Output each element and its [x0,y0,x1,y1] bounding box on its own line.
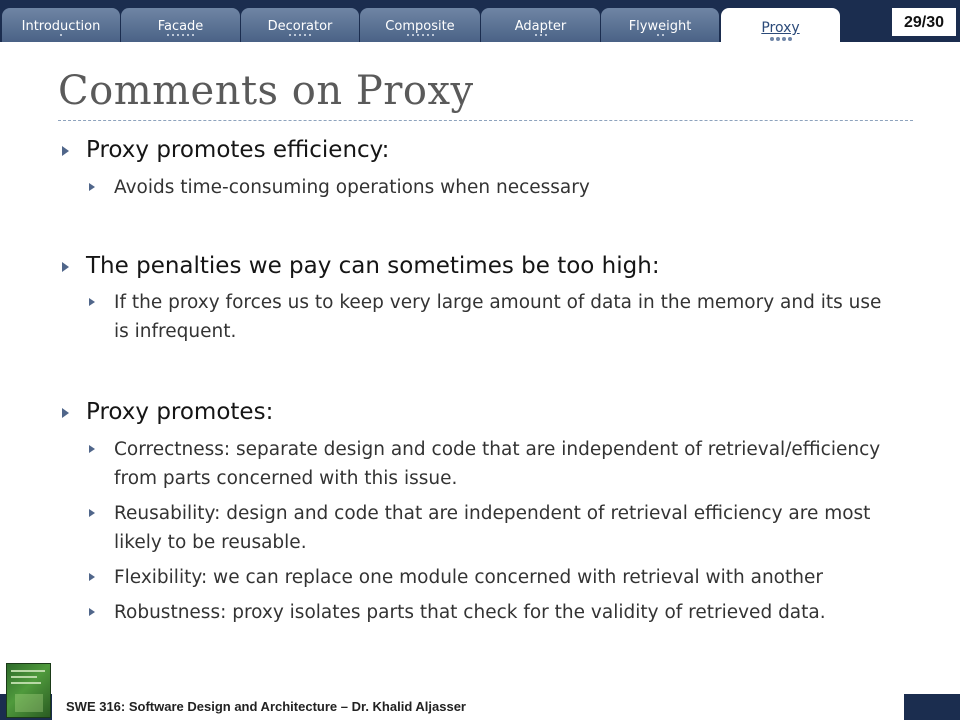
bullet-arrow-icon [62,262,69,272]
bullet-arrow-icon [89,298,95,306]
sub-bullet-text: Flexibility: we can replace one module concerned with retrieval with another [114,567,823,588]
title-divider [58,120,913,121]
bullet-promotes [58,396,898,428]
bullet-text: The penalties we pay can sometimes be too high: [86,253,660,279]
tab-label: Adapter [514,19,567,34]
bullet-arrow-icon [89,183,95,191]
bullet-text: Proxy promotes: [86,399,274,425]
tab-label: Flyweight [628,19,692,34]
sub-bullet-text: Reusability: design and code that are independent of retrieval efficiency are most likely to be reusable. [114,503,871,553]
bullet-arrow-icon [62,146,69,156]
bullet-efficiency [58,134,898,166]
bullet-arrow-icon [89,608,95,616]
sub-bullet-correctness [58,435,898,493]
sub-bullet [58,288,898,346]
sub-bullet-flexibility [58,563,898,592]
progress-dots [121,34,240,38]
bullet-arrow-icon [89,445,95,453]
page-number: 29/30 [903,14,945,31]
bullet-arrow-icon [89,573,95,581]
tab-composite[interactable] [360,8,480,42]
sub-bullet-robustness [58,598,898,627]
progress-dots [360,34,480,38]
bullet-penalties [58,250,898,282]
footer-course-title: SWE 316: Software Design and Architecture – Dr. Khalid Aljasser [66,699,466,714]
progress-dots [241,34,359,38]
sub-bullet-text: Robustness: proxy isolates parts that check for the validity of retrieved data. [114,602,826,623]
tab-label: Composite [385,19,455,34]
sub-bullet-text: Correctness: separate design and code that are independent of retrieval/efficiency from parts concerned with this issue. [114,439,881,489]
tab-adapter[interactable] [481,8,600,42]
progress-dots [2,34,120,38]
tab-flyweight[interactable] [601,8,719,42]
tab-label: Proxy [761,20,800,36]
bullet-text: Proxy promotes efficiency: [86,137,390,163]
sub-bullet [58,173,898,202]
tab-label: Introduction [21,19,101,34]
progress-dots [721,37,840,41]
book-cover-icon [6,663,51,718]
slide-title: Comments on Proxy [58,68,474,114]
tab-decorator[interactable] [241,8,359,42]
progress-dots [481,34,600,38]
tab-facade[interactable] [121,8,240,42]
bullet-arrow-icon [62,408,69,418]
tab-label: Facade [157,19,204,34]
sub-bullet-text: Avoids time-consuming operations when necessary [114,177,590,198]
sub-bullet-reusability [58,499,898,557]
tab-proxy[interactable] [721,8,840,42]
tab-introduction[interactable] [2,8,120,42]
slide-content [58,134,898,627]
tab-label: Decorator [267,19,333,34]
progress-dots [601,34,719,38]
bullet-arrow-icon [89,509,95,517]
sub-bullet-text: If the proxy forces us to keep very large amount of data in the memory and its use is infrequent. [114,292,882,342]
